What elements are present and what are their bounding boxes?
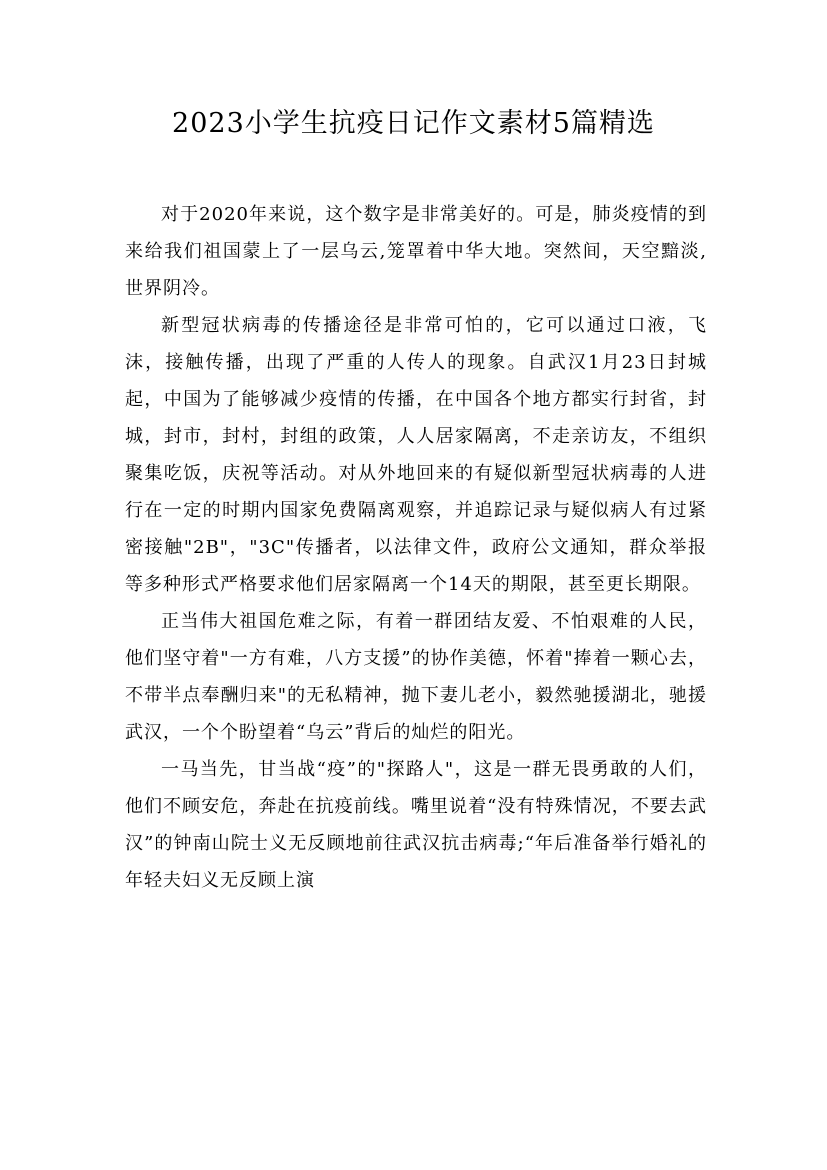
paragraph-4: 一马当先，甘当战“疫”的"探路人"，这是一群无畏勇敢的人们，他们不顾安危，奔赴在抗疫前线。嘴里说着“没有特殊情况，不要去武汉”的钟南山院士义无反顾地前往武汉抗击病毒;“年后准备举行婚礼的年轻夫妇义无反顾上演 [125, 759, 707, 891]
document-body [125, 196, 707, 899]
paragraph-2: 新型冠状病毒的传播途径是非常可怕的，它可以通过口液，飞沫，接触传播，出现了严重的人传人的现象。自武汉1月23日封城起，中国为了能够减少疫情的传播，在中国各个地方都实行封省，封城，封市，封村，封组的政策，人人居家隔离，不走亲访友，不组织聚集吃饭，庆祝等活动。对从外地回来的有疑似新型冠状病毒的人进行在一定的时期内国家免费隔离观察，并追踪记录与疑似病人有过紧密接触"2B"，"3C"传播者，以法律文件，政府公文通知，群众举报等多种形式严格要求他们居家隔离一个14天的期限，甚至更长期限。 [125, 315, 707, 595]
document-title: 2023小学生抗疫日记作文素材5篇精选 [172, 108, 655, 139]
paragraph-3: 正当伟大祖国危难之际，有着一群团结友爱、不怕艰难的人民，他们坚守着"一方有难，八方支援”的协作美德，怀着"捧着一颗心去，不带半点奉酬归来"的无私精神，抛下妻儿老小，毅然驰援湖北，驰援武汉，一个个盼望着“乌云”背后的灿烂的阳光。 [125, 611, 707, 743]
paragraph-1: 对于2020年来说，这个数字是非常美好的。可是，肺炎疫情的到来给我们祖国蒙上了一层乌云,笼罩着中华大地。突然间，天空黯淡,世界阴冷。 [125, 204, 707, 299]
